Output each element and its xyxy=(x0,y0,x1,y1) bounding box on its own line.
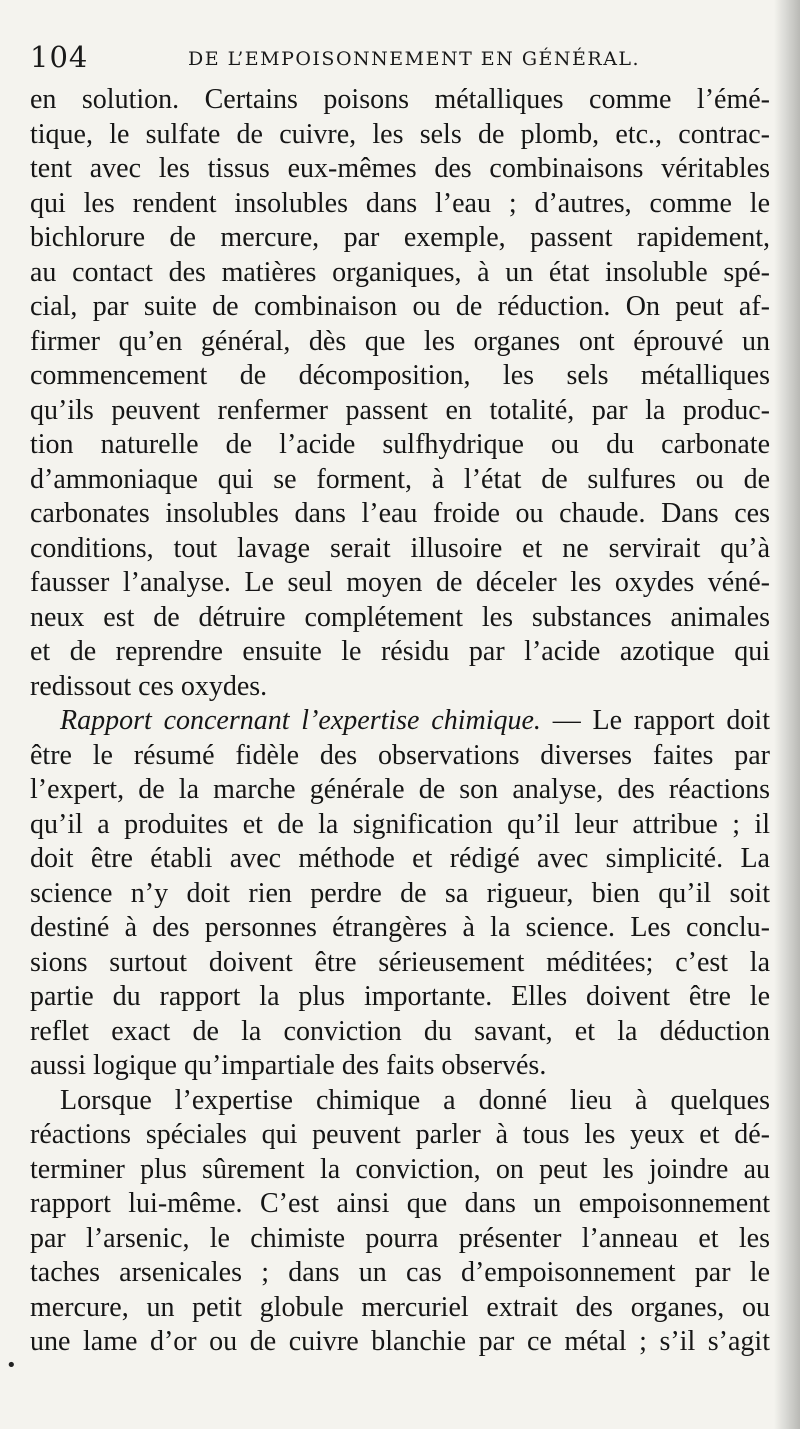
text-line: qu’ils peuvent renfermer passent en totalité, par la produc- xyxy=(30,394,770,426)
text-line: terminer plus sûrement la conviction, on peut les joindre au xyxy=(30,1153,770,1185)
text-line: mercure, un petit globule mercuriel extrait des organes, ou xyxy=(30,1291,770,1323)
text-line: une lame d’or ou de cuivre blanchie par ce métal ; s’il s’agit xyxy=(30,1326,770,1357)
text-line: carbonates insolubles dans l’eau froide ou chaude. Dans ces xyxy=(30,498,770,529)
running-head: DE L’EMPOISONNEMENT EN GÉNÉRAL. xyxy=(188,48,641,70)
text-line: science n’y doit rien perdre de sa rigueur, bien qu’il soit xyxy=(30,877,770,909)
text-line: sions surtout doivent être sérieusement méditées; c’est la xyxy=(30,946,770,978)
text-line: qu’il a produites et de la signification qu’il leur attribue ; il xyxy=(30,808,770,840)
section-heading-rest: — Le rapport doit xyxy=(540,705,770,736)
text-line: aussi logique qu’impartiale des faits observés. xyxy=(30,1050,547,1081)
margin-mark: • xyxy=(6,1355,17,1376)
section-heading-line xyxy=(30,704,770,739)
text-line: d’ammoniaque qui se forment, à l’état de sulfures ou de xyxy=(30,463,770,495)
text-line: neux est de détruire complétement les substances animales xyxy=(30,601,770,633)
text-line: réactions spéciales qui peuvent parler à tous les yeux et dé- xyxy=(30,1119,770,1150)
text-line: conditions, tout lavage serait illusoire et ne servirait qu’à xyxy=(30,532,770,564)
text-line: reflet exact de la conviction du savant, et la déduction xyxy=(30,1015,770,1047)
text-line: Lorsque l’expertise chimique a donné lieu à quelques xyxy=(60,1084,770,1116)
body-text xyxy=(30,83,770,1360)
text-line: firmer qu’en général, dès que les organes ont éprouvé un xyxy=(30,325,770,357)
text-line: au contact des matières organiques, à un état insoluble spé- xyxy=(30,256,770,288)
text-line: qui les rendent insolubles dans l’eau ; d’autres, comme le xyxy=(30,187,770,219)
text-line: et de reprendre ensuite le résidu par l’acide azotique qui xyxy=(30,636,770,667)
text-line: tique, le sulfate de cuivre, les sels de plomb, etc., contrac- xyxy=(30,118,770,150)
text-line: tent avec les tissus eux-mêmes des combinaisons véritables xyxy=(30,153,770,184)
text-line: par l’arsenic, le chimiste pourra présenter l’anneau et les xyxy=(30,1222,770,1254)
text-line: redissout ces oxydes. xyxy=(30,670,268,702)
text-line: bichlorure de mercure, par exemple, passent rapidement, xyxy=(30,222,770,253)
section-heading: Rapport concernant l’expertise chimique. xyxy=(60,705,541,736)
text-line: fausser l’analyse. Le seul moyen de déceler les oxydes véné- xyxy=(30,567,770,598)
text-line: doit être établi avec méthode et rédigé avec simplicité. La xyxy=(30,843,770,874)
text-line: être le résumé fidèle des observations diverses faites par xyxy=(30,739,770,771)
text-line: en solution. Certains poisons métalliques comme l’émé- xyxy=(30,84,770,115)
text-line: destiné à des personnes étrangères à la science. Les conclu- xyxy=(30,912,770,943)
text-line: rapport lui-même. C’est ainsi que dans un empoisonnement xyxy=(30,1188,770,1219)
text-line: tion naturelle de l’acide sulfhydrique ou du carbonate xyxy=(30,429,770,460)
page-number: 104 xyxy=(30,40,89,74)
text-line: taches arsenicales ; dans un cas d’empoisonnement par le xyxy=(30,1257,770,1288)
text-line: cial, par suite de combinaison ou de réduction. On peut af- xyxy=(30,291,770,322)
text-line: partie du rapport la plus importante. Elles doivent être le xyxy=(30,981,770,1012)
page-header xyxy=(30,40,770,80)
text-line: commencement de décomposition, les sels métalliques xyxy=(30,360,770,391)
page-edge-shadow xyxy=(774,0,800,1429)
text-line: l’expert, de la marche générale de son analyse, des réactions xyxy=(30,774,770,805)
